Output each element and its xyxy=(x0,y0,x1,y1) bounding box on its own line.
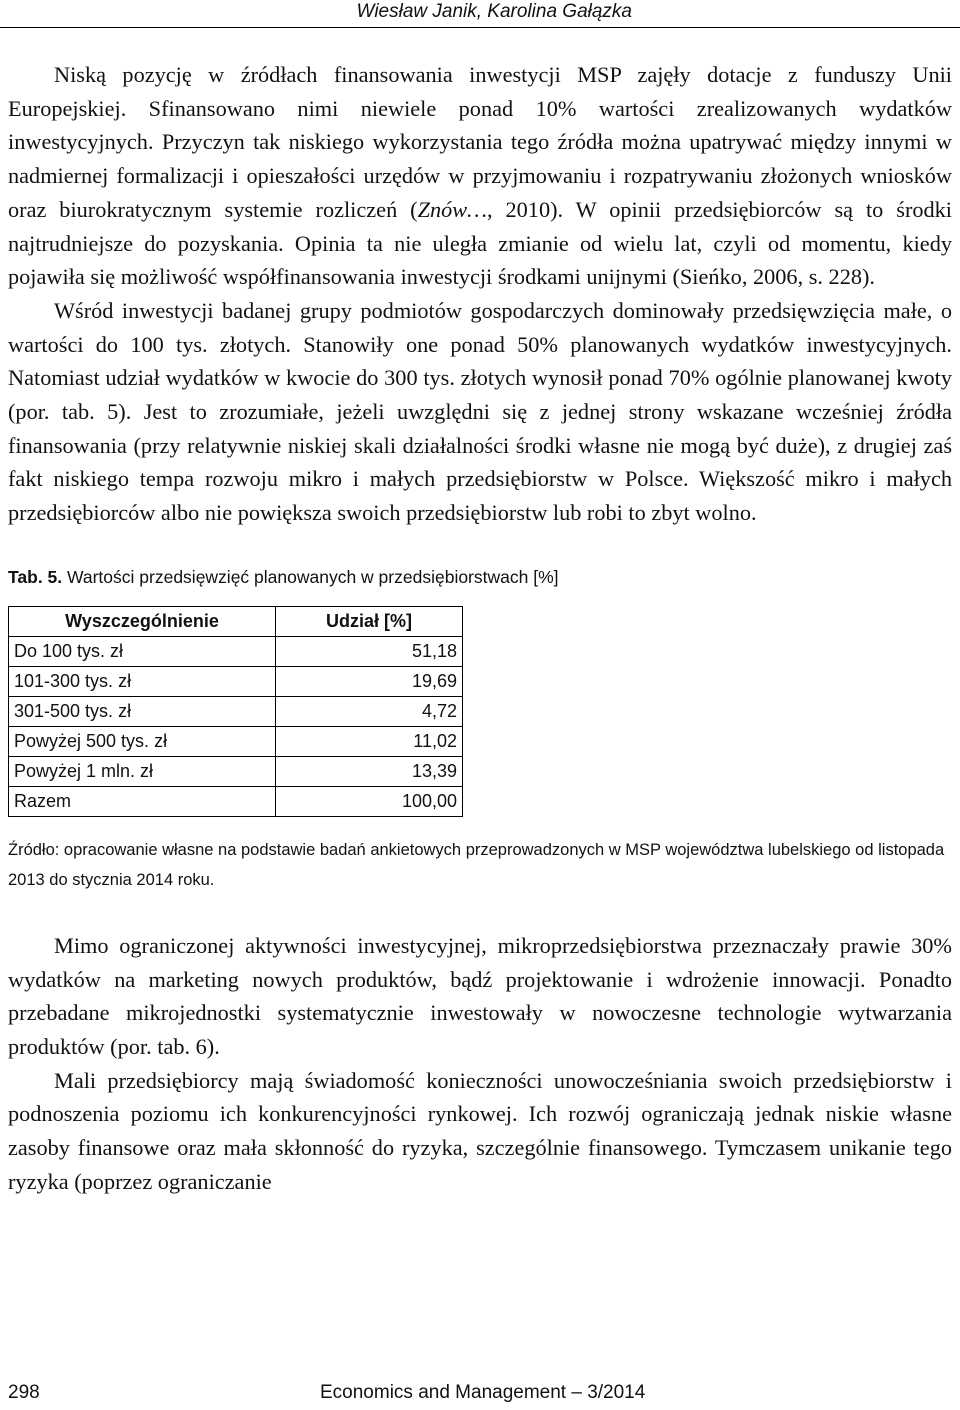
table-row xyxy=(9,636,463,666)
table-row xyxy=(9,666,463,696)
journal-name: Economics and Management – 3/2014 xyxy=(320,1382,646,1403)
paragraph-1: Niską pozycję w źródłach finansowania inwestycji MSP zajęły dotacje z funduszy Unii Europejskiej. Sfinansowano nimi niewiele ponad 10% wartości zrealizowanych wydatków inwestycyjnych. Przyczyn tak niskiego wykorzystania tego źródła można upatrywać między innymi w nadmiernej formalizacji i opieszałości urzędów w przyjmowaniu i rozpatrywaniu złożonych wniosków oraz biurokratycznym systemie rozliczeń (Znów…, 2010). W opinii przedsiębiorców są to środki najtrudniejsze do pozyskania. Opinia ta nie uległa zmianie od wielu lat, czyli od momentu, kiedy pojawiła się możliwość współfinansowania inwestycji środkami unijnymi (Sieńko, 2006, s. 228). xyxy=(8,62,953,290)
row-label: Razem xyxy=(9,786,276,816)
column-header: Udział [%] xyxy=(276,606,463,636)
bottom-section xyxy=(8,929,952,1199)
table-row xyxy=(9,696,463,726)
page-content xyxy=(8,58,952,1198)
running-header xyxy=(0,0,960,28)
row-value: 100,00 xyxy=(276,786,463,816)
row-value: 51,18 xyxy=(276,636,463,666)
table-caption-label: Tab. 5. xyxy=(8,566,63,587)
row-value: 4,72 xyxy=(276,696,463,726)
row-label: 301-500 tys. zł xyxy=(9,696,276,726)
row-label: Do 100 tys. zł xyxy=(9,636,276,666)
table-row xyxy=(9,756,463,786)
data-table xyxy=(8,606,463,817)
table-row xyxy=(9,786,463,816)
page-number: 298 xyxy=(8,1382,40,1403)
row-label: 101-300 tys. zł xyxy=(9,666,276,696)
table-caption-text: Wartości przedsięwzięć planowanych w przedsiębiorstwach [%] xyxy=(62,566,559,587)
paragraph-3: Mimo ograniczonej aktywności inwestycyjnej, mikroprzedsiębiorstwa przeznaczały prawie 30% wydatków na marketing nowych produktów, bądź projektowanie i wdrożenie innowacji. Ponadto przebadane mikrojednostki systematycznie inwestowały w nowoczesne technologie wytwarzania produktów (por. tab. 6). xyxy=(8,932,952,1059)
column-header: Wyszczególnienie xyxy=(9,606,276,636)
paragraph-2: Wśród inwestycji badanej grupy podmiotów gospodarczych dominowały przedsięwzięcia małe, o wartości do 100 tys. złotych. Stanowiły one ponad 50% planowanych wydatków inwestycyjnych. Natomiast udział wydatków w kwocie do 300 tys. złotych wynosił ponad 70% ogólnie planowanej kwoty (por. tab. 5). Jest to zrozumiałe, jeżeli uwzględni się z jednej strony wskazane wcześniej źródła finansowania (przy relatywnie niskiej skali działalności środki własne nie mogą być duże), z drugiej zaś fakt niskiego tempa rozwoju mikro i małych przedsiębiorstw w Polsce. Większość mikro i małych przedsiębiorców albo nie powiększa swoich przedsiębiorstw lub robi to zbyt wolno. xyxy=(8,297,952,526)
header-author: Wiesław Janik, Karolina Gałązka xyxy=(356,1,632,22)
row-value: 13,39 xyxy=(276,756,463,786)
row-value: 11,02 xyxy=(276,726,463,756)
row-label: Powyżej 500 tys. zł xyxy=(9,726,276,756)
table-source-note: Źródło: opracowanie własne na podstawie badań ankietowych przeprowadzonych w MSP województwa lubelskiego od listopada 2013 do stycznia 2014 roku. xyxy=(8,840,945,889)
page-footer xyxy=(8,1382,960,1408)
table-header-row xyxy=(9,606,463,636)
row-value: 19,69 xyxy=(276,666,463,696)
table-caption xyxy=(8,566,952,588)
citation-italic: Znów… xyxy=(417,196,487,222)
row-label: Powyżej 1 mln. zł xyxy=(9,756,276,786)
paragraph-4: Mali przedsiębiorcy mają świadomość konieczności unowocześniania swoich przedsiębiorstw i podnoszenia poziomu ich konkurencyjności rynkowej. Ich rozwój ograniczają jednak niskie własne zasoby finansowe oraz mała skłonność do ryzyka, szczególnie finansowego. Tymczasem unikanie tego ryzyka (poprzez ograniczanie xyxy=(8,1067,952,1194)
table-row xyxy=(9,726,463,756)
